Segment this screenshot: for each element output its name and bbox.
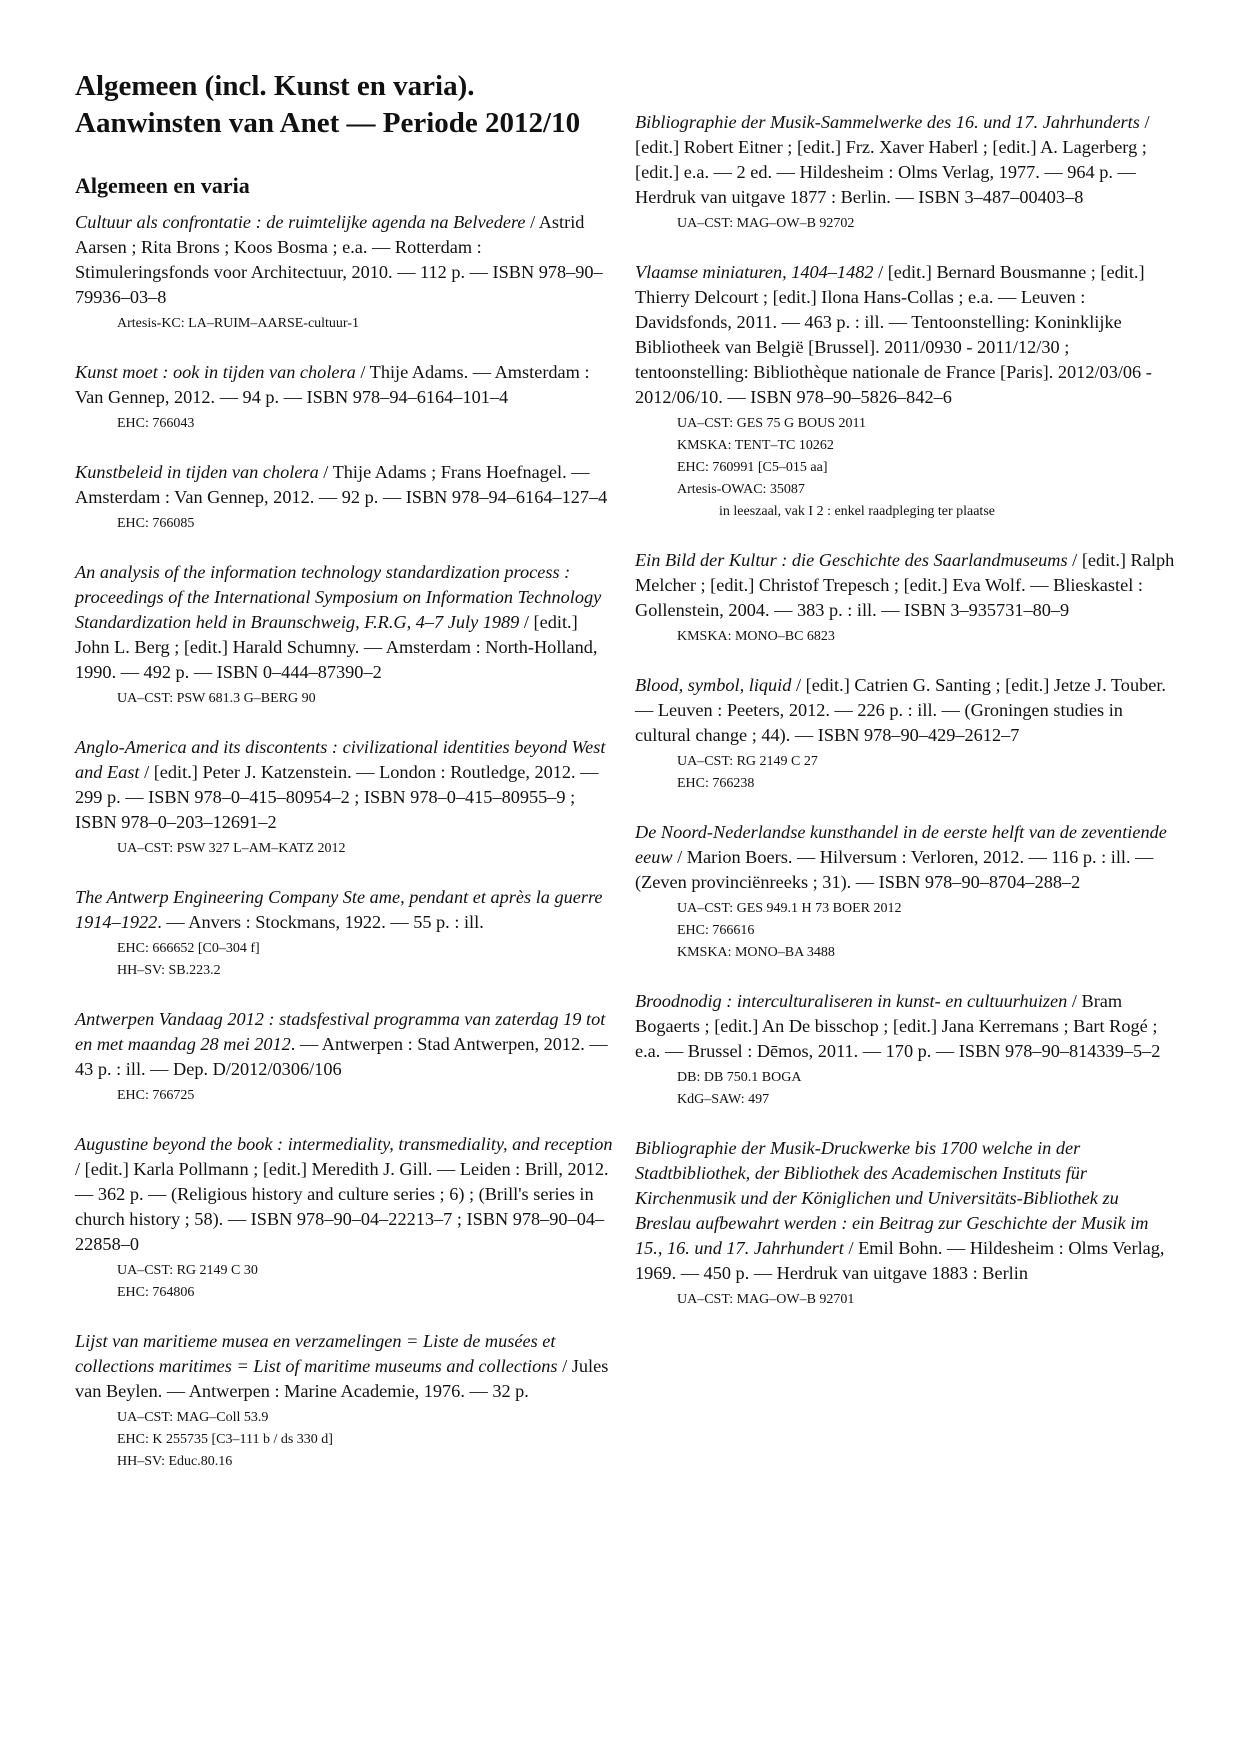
holding-location: HH–SV: Educ.80.16: [117, 1454, 233, 1469]
entry-citation: [75, 1329, 615, 1404]
page-title-line-2: Aanwinsten van Anet — Periode 2012/10: [75, 107, 581, 139]
holding-location: UA–CST: PSW 681.3 G–BERG 90: [117, 691, 316, 706]
bibliographic-entry: [635, 110, 1175, 232]
entry-details: / Jules van Beylen. — Antwerpen : Marine Academie, 1976. — 32 p.: [75, 1356, 609, 1401]
holding-location: KMSKA: TENT–TC 10262: [677, 438, 834, 453]
holding-location: KdG–SAW: 497: [677, 1092, 770, 1107]
entry-citation: [635, 820, 1175, 895]
bibliographic-entry: [635, 989, 1175, 1108]
entry-title: Bibliographie der Musik-Sammelwerke des 16. und 17. Jahrhunderts: [635, 112, 1140, 132]
entry-details: / [edit.] Peter J. Katzenstein. — London : Routledge, 2012. — 299 p. — ISBN 978–0–415–80954–2 ; ISBN 978–0–415–80955–9 ; ISBN 978–0–203–12691–2: [75, 762, 599, 832]
entry-spacer: [75, 857, 615, 885]
bibliographic-entry: [75, 460, 615, 532]
entry-details: . — Antwerpen : Stad Antwerpen, 2012. — 43 p. : ill. — Dep. D/2012/0306/106: [75, 1034, 608, 1079]
holding-location: UA–CST: PSW 327 L–AM–KATZ 2012: [117, 841, 346, 856]
bibliographic-entry: [635, 548, 1175, 645]
bibliographic-entry: [75, 1007, 615, 1104]
holding-location: UA–CST: MAG–Coll 53.9: [117, 1410, 269, 1425]
bibliographic-entry: [635, 820, 1175, 961]
holding-location: EHC: 766725: [117, 1088, 195, 1103]
holding-location: EHC: 766043: [117, 416, 195, 431]
entry-details: / [edit.] Bernard Bousmanne ; [edit.] Thierry Delcourt ; [edit.] Ilona Hans-Collas ; e.a. — Leuven : Davidsfonds, 2011. — 463 p. : ill. — Tentoonstelling: Koninklijke Bibliotheek van België [Brussel]. 2011/0930 - 2011/12/30 ; tentoonstelling: Bibliothèque nationale de France [Paris]. 2012/03/06 - 2012/06/10. — ISBN 978–90–5826–842–6: [635, 262, 1152, 407]
holding-location: KMSKA: MONO–BC 6823: [677, 629, 835, 644]
entry-details: / [edit.] John L. Berg ; [edit.] Harald Schumny. — Amsterdam : North-Holland, 1990. — 492 p. — ISBN 0–444–87390–2: [75, 612, 598, 682]
bibliographic-entry: [75, 210, 615, 332]
entry-spacer: [75, 979, 615, 1007]
entry-citation: [75, 360, 615, 410]
entry-title: Lijst van maritieme musea en verzamelingen = Liste de musées et collections maritimes = List of maritime museums and collections: [75, 1331, 558, 1376]
bibliographic-entry: [75, 1329, 615, 1470]
entry-spacer: [635, 792, 1175, 820]
entry-spacer: [75, 332, 615, 360]
entry-citation: [635, 673, 1175, 748]
entry-spacer: [75, 1104, 615, 1132]
holding-location: Artesis-KC: LA–RUIM–AARSE-cultuur-1: [117, 316, 359, 331]
entry-citation: [635, 989, 1175, 1064]
page-title-line-1: Algemeen (incl. Kunst en varia).: [75, 70, 475, 102]
entry-details: / [edit.] Karla Pollmann ; [edit.] Meredith J. Gill. — Leiden : Brill, 2012. — 362 p. — (Religious history and culture series ; 6) ; (Brill's series in church history ; 58). — ISBN 978–90–04–22213–7 ; ISBN 978–90–04–22858–0: [75, 1159, 609, 1254]
entry-title: De Noord-Nederlandse kunsthandel in de eerste helft van de zeventiende eeuw: [635, 822, 1167, 867]
entry-details: / Emil Bohn. — Hildesheim : Olms Verlag, 1969. — 450 p. — Herdruk van uitgave 1883 : Berlin: [635, 1238, 1165, 1283]
entry-title: An analysis of the information technology standardization process : proceedings of the International Symposium on Information Technology Standardization held in Braunschweig, F.R.G, 4–7 July 1989: [75, 562, 602, 632]
entry-citation: [75, 1007, 615, 1082]
bibliographic-entry: [635, 673, 1175, 792]
holding-location: EHC: 760991 [C5–015 aa]: [677, 460, 828, 475]
entry-citation: [75, 210, 615, 310]
entry-details: / Thije Adams ; Frans Hoefnagel. — Amsterdam : Van Gennep, 2012. — 92 p. — ISBN 978–94–6164–127–4: [75, 462, 608, 507]
holding-location: UA–CST: GES 75 G BOUS 2011: [677, 416, 866, 431]
holding-location: UA–CST: RG 2149 C 30: [117, 1263, 258, 1278]
entry-details: / [edit.] Robert Eitner ; [edit.] Frz. Xaver Haberl ; [edit.] A. Lagerberg ; [edit.] e.a. — 2 ed. — Hildesheim : Olms Verlag, 1977. — 964 p. — Herdruk van uitgave 1877 : Berlin. — ISBN 3–487–00403–8: [635, 112, 1150, 207]
entry-title: Augustine beyond the book : intermediality, transmediality, and reception: [75, 1134, 613, 1154]
entry-details: / Astrid Aarsen ; Rita Brons ; Koos Bosma ; e.a. — Rotterdam : Stimuleringsfonds voor Architectuur, 2010. — 112 p. — ISBN 978–90–79936–03–8: [75, 212, 603, 307]
entry-title: Broodnodig : interculturaliseren in kunst- en cultuurhuizen: [635, 991, 1068, 1011]
entry-title: Kunst moet : ook in tijden van cholera: [75, 362, 356, 382]
bibliographic-entry: [635, 1136, 1175, 1308]
entry-details: / Bram Bogaerts ; [edit.] An De bisschop ; [edit.] Jana Kerremans ; Bart Rogé ; e.a. — Brussel : Dēmos, 2011. — 170 p. — ISBN 978–90–814339–5–2: [635, 991, 1161, 1061]
page-title: [75, 68, 615, 142]
entry-citation: [75, 460, 615, 510]
holding-location: EHC: 766085: [117, 516, 195, 531]
holding-location: UA–CST: GES 949.1 H 73 BOER 2012: [677, 901, 902, 916]
entry-details: / Thije Adams. — Amsterdam : Van Gennep, 2012. — 94 p. — ISBN 978–94–6164–101–4: [75, 362, 590, 407]
right-entry-list: [635, 110, 1175, 1308]
entry-details: . — Anvers : Stockmans, 1922. — 55 p. : ill.: [157, 912, 484, 932]
entry-citation: [75, 1132, 615, 1257]
entry-details: / [edit.] Catrien G. Santing ; [edit.] Jetze J. Touber. — Leuven : Peeters, 2012. — 226 p. : ill. — (Groningen studies in cultural change ; 44). — ISBN 978–90–429–2612–7: [635, 675, 1166, 745]
entry-citation: [635, 110, 1175, 210]
holding-location: EHC: 766616: [677, 923, 755, 938]
holding-location: UA–CST: MAG–OW–B 92701: [677, 1292, 855, 1307]
entry-citation: [635, 1136, 1175, 1286]
holding-location: EHC: 764806: [117, 1285, 195, 1300]
entry-spacer: [635, 645, 1175, 673]
entry-spacer: [635, 520, 1175, 548]
bibliographic-entry: [635, 260, 1175, 520]
bibliographic-entry: [75, 560, 615, 707]
entry-spacer: [635, 232, 1175, 260]
holding-location: UA–CST: MAG–OW–B 92702: [677, 216, 855, 231]
holding-location: EHC: 766238: [677, 776, 755, 791]
bibliographic-entry: [75, 885, 615, 979]
right-column: [635, 0, 1175, 1308]
holding-location: UA–CST: RG 2149 C 27: [677, 754, 818, 769]
holding-location: KMSKA: MONO–BA 3488: [677, 945, 835, 960]
left-column: [75, 0, 615, 1470]
entry-title: Antwerpen Vandaag 2012 : stadsfestival programma van zaterdag 19 tot en met maandag 28 mei 2012: [75, 1009, 606, 1054]
entry-spacer: [75, 707, 615, 735]
entry-citation: [75, 885, 615, 935]
entry-spacer: [635, 961, 1175, 989]
entry-citation: [635, 260, 1175, 410]
section-heading: Algemeen en varia: [75, 173, 250, 198]
bibliographic-entry: [75, 1132, 615, 1301]
entry-title: Vlaamse miniaturen, 1404–1482: [635, 262, 874, 282]
entry-spacer: [635, 1108, 1175, 1136]
bibliographic-entry: [75, 735, 615, 857]
holding-location: HH–SV: SB.223.2: [117, 963, 221, 978]
entry-citation: [635, 548, 1175, 623]
entry-title: Anglo-America and its discontents : civilizational identities beyond West and East: [75, 737, 606, 782]
entry-title: Bibliographie der Musik-Druckwerke bis 1700 welche in der Stadtbibliothek, der Bibliothek des Academischen Instituts für Kirchenmusik und der Königlichen und Universitäts-Bibliothek zu Breslau aufbewahrt werden : ein Beitrag zur Geschichte der Musik im 15., 16. und 17. Jahrhundert: [635, 1138, 1149, 1258]
holding-location: Artesis-OWAC: 35087: [677, 482, 805, 497]
entry-title: Blood, symbol, liquid: [635, 675, 792, 695]
entry-citation: [75, 735, 615, 835]
entry-title: Ein Bild der Kultur : die Geschichte des Saarlandmuseums: [635, 550, 1068, 570]
entry-title: The Antwerp Engineering Company Ste ame, pendant et après la guerre 1914–1922: [75, 887, 603, 932]
entry-spacer: [75, 432, 615, 460]
entry-title: Cultuur als confrontatie : de ruimtelijke agenda na Belvedere: [75, 212, 526, 232]
entry-details: / Marion Boers. — Hilversum : Verloren, 2012. — 116 p. : ill. — (Zeven provinciënreeks ; 31). — ISBN 978–90–8704–288–2: [635, 847, 1154, 892]
holding-location: EHC: 666652 [C0–304 f]: [117, 941, 260, 956]
holding-location: DB: DB 750.1 BOGA: [677, 1070, 802, 1085]
entry-spacer: [75, 1301, 615, 1329]
bibliographic-entry: [75, 360, 615, 432]
entry-title: Kunstbeleid in tijden van cholera: [75, 462, 319, 482]
entry-spacer: [75, 532, 615, 560]
holding-location: EHC: K 255735 [C3–111 b / ds 330 d]: [117, 1432, 333, 1447]
entry-details: / [edit.] Ralph Melcher ; [edit.] Christof Trepesch ; [edit.] Eva Wolf. — Blieskastel : Gollenstein, 2004. — 383 p. : ill. — ISBN 3–935731–80–9: [635, 550, 1175, 620]
left-entry-list: [75, 210, 615, 1470]
holding-note: in leeszaal, vak I 2 : enkel raadpleging ter plaatse: [719, 504, 995, 519]
entry-citation: [75, 560, 615, 685]
